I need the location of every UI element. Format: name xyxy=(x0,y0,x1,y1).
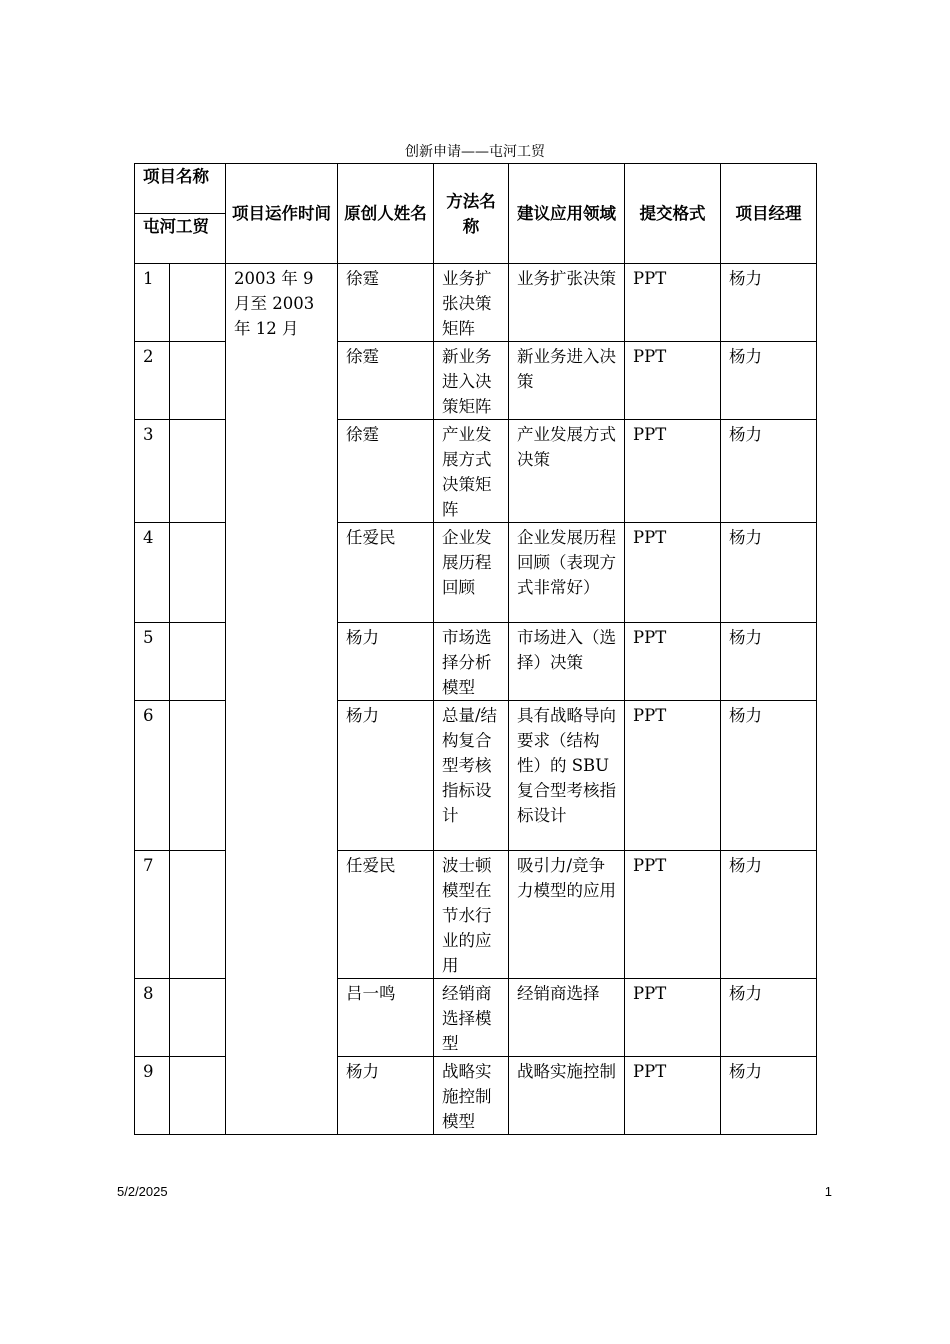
row-number: 5 xyxy=(135,623,170,701)
row-manager: 杨力 xyxy=(721,420,817,523)
table-row xyxy=(135,264,817,342)
row-method: 产业发展方式决策矩阵 xyxy=(434,420,509,523)
row-number: 3 xyxy=(135,420,170,523)
row-creator: 吕一鸣 xyxy=(338,979,434,1057)
row-manager: 杨力 xyxy=(721,979,817,1057)
row-blank-cell xyxy=(170,420,226,523)
row-field: 业务扩张决策 xyxy=(509,264,625,342)
row-number: 7 xyxy=(135,851,170,979)
row-number: 2 xyxy=(135,342,170,420)
project-name-value: 屯河工贸 xyxy=(135,214,226,264)
row-method: 企业发展历程回顾 xyxy=(434,523,509,623)
row-number: 9 xyxy=(135,1057,170,1135)
row-blank-cell xyxy=(170,623,226,701)
row-manager: 杨力 xyxy=(721,523,817,623)
row-blank-cell xyxy=(170,979,226,1057)
header-run-time: 项目运作时间 xyxy=(226,164,338,264)
header-manager: 项目经理 xyxy=(721,164,817,264)
row-blank-cell xyxy=(170,701,226,851)
row-creator: 任爱民 xyxy=(338,523,434,623)
row-field: 新业务进入决策 xyxy=(509,342,625,420)
row-creator: 杨力 xyxy=(338,701,434,851)
row-method: 战略实施控制模型 xyxy=(434,1057,509,1135)
row-format: PPT xyxy=(625,979,721,1057)
row-method: 新业务进入决策矩阵 xyxy=(434,342,509,420)
project-table xyxy=(134,163,817,1135)
row-manager: 杨力 xyxy=(721,851,817,979)
row-field: 市场进入（选择）决策 xyxy=(509,623,625,701)
row-manager: 杨力 xyxy=(721,623,817,701)
row-blank-cell xyxy=(170,851,226,979)
row-field: 企业发展历程回顾（表现方式非常好） xyxy=(509,523,625,623)
row-field: 具有战略导向要求（结构性）的 SBU 复合型考核指标设计 xyxy=(509,701,625,851)
row-manager: 杨力 xyxy=(721,342,817,420)
row-blank-cell xyxy=(170,1057,226,1135)
row-blank-cell xyxy=(170,264,226,342)
row-method: 市场选择分析模型 xyxy=(434,623,509,701)
header-method: 方法名称 xyxy=(434,164,509,264)
row-creator: 杨力 xyxy=(338,1057,434,1135)
row-creator: 杨力 xyxy=(338,623,434,701)
row-format: PPT xyxy=(625,623,721,701)
row-field: 产业发展方式决策 xyxy=(509,420,625,523)
page-title: 创新申请——屯河工贸 xyxy=(405,144,545,160)
row-creator: 任爱民 xyxy=(338,851,434,979)
row-method: 总量/结构复合型考核指标设计 xyxy=(434,701,509,851)
row-format: PPT xyxy=(625,264,721,342)
row-number: 8 xyxy=(135,979,170,1057)
row-format: PPT xyxy=(625,342,721,420)
header-creator: 原创人姓名 xyxy=(338,164,434,264)
row-method: 经销商选择模型 xyxy=(434,979,509,1057)
row-blank-cell xyxy=(170,523,226,623)
footer-date: 5/2/2025 xyxy=(117,1184,168,1199)
header-project-name: 项目名称 xyxy=(135,164,226,214)
row-blank-cell xyxy=(170,342,226,420)
header-field: 建议应用领域 xyxy=(509,164,625,264)
row-number: 1 xyxy=(135,264,170,342)
row-method: 波士顿模型在节水行业的应用 xyxy=(434,851,509,979)
row-field: 经销商选择 xyxy=(509,979,625,1057)
row-number: 6 xyxy=(135,701,170,851)
row-number: 4 xyxy=(135,523,170,623)
row-manager: 杨力 xyxy=(721,701,817,851)
run-time-value: 2003 年 9 月至 2003 年 12 月 xyxy=(226,264,338,1135)
row-field: 战略实施控制 xyxy=(509,1057,625,1135)
row-creator: 徐霆 xyxy=(338,420,434,523)
row-format: PPT xyxy=(625,523,721,623)
row-method: 业务扩张决策矩阵 xyxy=(434,264,509,342)
row-format: PPT xyxy=(625,420,721,523)
row-creator: 徐霆 xyxy=(338,342,434,420)
row-format: PPT xyxy=(625,701,721,851)
row-manager: 杨力 xyxy=(721,1057,817,1135)
row-format: PPT xyxy=(625,1057,721,1135)
row-creator: 徐霆 xyxy=(338,264,434,342)
row-manager: 杨力 xyxy=(721,264,817,342)
header-format: 提交格式 xyxy=(625,164,721,264)
row-field: 吸引力/竞争力模型的应用 xyxy=(509,851,625,979)
footer-page-number: 1 xyxy=(824,1184,832,1199)
row-format: PPT xyxy=(625,851,721,979)
